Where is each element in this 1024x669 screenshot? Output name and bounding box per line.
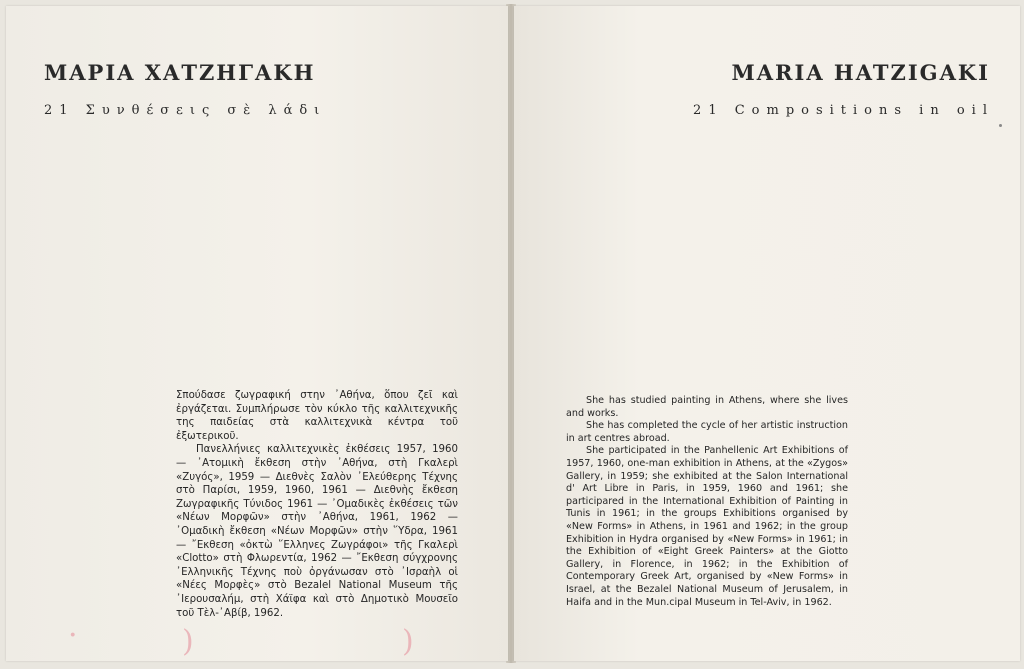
left-page-biography: [176, 389, 458, 620]
pink-stain-mark: ·: [68, 618, 78, 653]
pink-stain-mark: ): [182, 624, 194, 659]
right-page-title: MARIA HATZIGAKI: [731, 60, 990, 85]
left-biography-paragraph-2: Πανελλήνιες καλλιτεχνικὲς ἐκθέσεις 1957, 1960 — ᾿Ατομικὴ ἔκθεση στὴν ᾿Αθήνα, στὴ Γκαλερὶ «Ζυγός», 1959 — Διεθνὲς Σαλὸν ᾿Ελεύθερης Τέχνης στὸ Παρίσι, 1959, 1960, 1961 — Διεθνὴς ἔκθεση Ζωγραφικῆς Τύνιδος 1961 — ᾿Ομαδικὲς ἐκθέσεις τῶν «Νέων Μορφῶν» στὴν ᾿Αθήνα, 1961, 1962 — ᾿Ομαδικὴ ἔκθεση «Νέων Μορφῶν» στὴν ῞Υδρα, 1961 — ῎Εκθεση «ὀκτὼ ῞Ελληνες Ζωγράφοι» τῆς Γκαλερὶ «Clotto» στὴ Φλωρεντία, 1962 — ῎Εκθεση σύγχρονης ᾿Ελληνικῆς Τέχνης ποὺ ὀργάνωσαν στὸ ᾿Ισραὴλ οἱ «Νέες Μορφὲς» στὸ Bezalel National Museum τῆς ᾿Ιερουσαλήμ, στὴ Χάϊφα καὶ στὸ Δημοτικὸ Μουσεῖο τοῦ Τὲλ-᾿Αβίβ, 1962.: [176, 444, 458, 619]
left-page-title: ΜΑΡΙΑ ΧΑΤΖΗΓΑΚΗ: [44, 60, 316, 85]
left-page-subtitle: 21 Συνθέσεις σὲ λάδι: [44, 103, 327, 118]
right-biography-paragraph-1: She has studied painting in Athens, where she lives and works.: [566, 395, 848, 419]
left-page: [6, 6, 508, 661]
speck-mark: [999, 124, 1002, 127]
right-page-biography: [566, 395, 848, 609]
right-page: [514, 6, 1020, 661]
left-biography-paragraph-1: Σπούδασε ζωγραφική στην ᾿Αθήνα, ὅπου ζεῖ καὶ ἐργάζεται. Συμπλήρωσε τὸν κύκλο τῆς καλλιτεχνικῆς της παιδείας στὰ καλλιτεχνικὰ κέντρα τοῦ ἐξωτερικοῦ.: [176, 390, 458, 442]
right-page-subtitle: 21 Compositions in oil: [693, 103, 994, 118]
right-biography-paragraph-2: She has completed the cycle of her artistic instruction in art centres abroad.: [566, 420, 848, 444]
right-biography-paragraph-3: She participated in the Panhellenic Art Exhibitions of 1957, 1960, one-man exhibition in Athens, at the «Zygos» Gallery, in 1959; she exhibited at the Salon International d' Art Libre in Paris, in 1959, 1960 and 1961; she participared in the International Exhibition of Painting in Tunis in 1961; in the groups Exhibitions organised by «New Forms» in Athens, in 1961 and 1962; in the group Exhibition in Hydra organised by «New Forms» in 1961; in the Exhibition of «Eight Greek Painters» at the Giotto Gallery, in Florence, in 1962; in the Exhibition of Contemporary Greek Art, organised by «New Forms» in Israel, at the Bezalel National Museum of Jerusalem, in Haifa and in the Mun.cipal Museum in Tel-Aviv, in 1962.: [566, 445, 848, 608]
pink-stain-mark: ): [402, 624, 414, 659]
